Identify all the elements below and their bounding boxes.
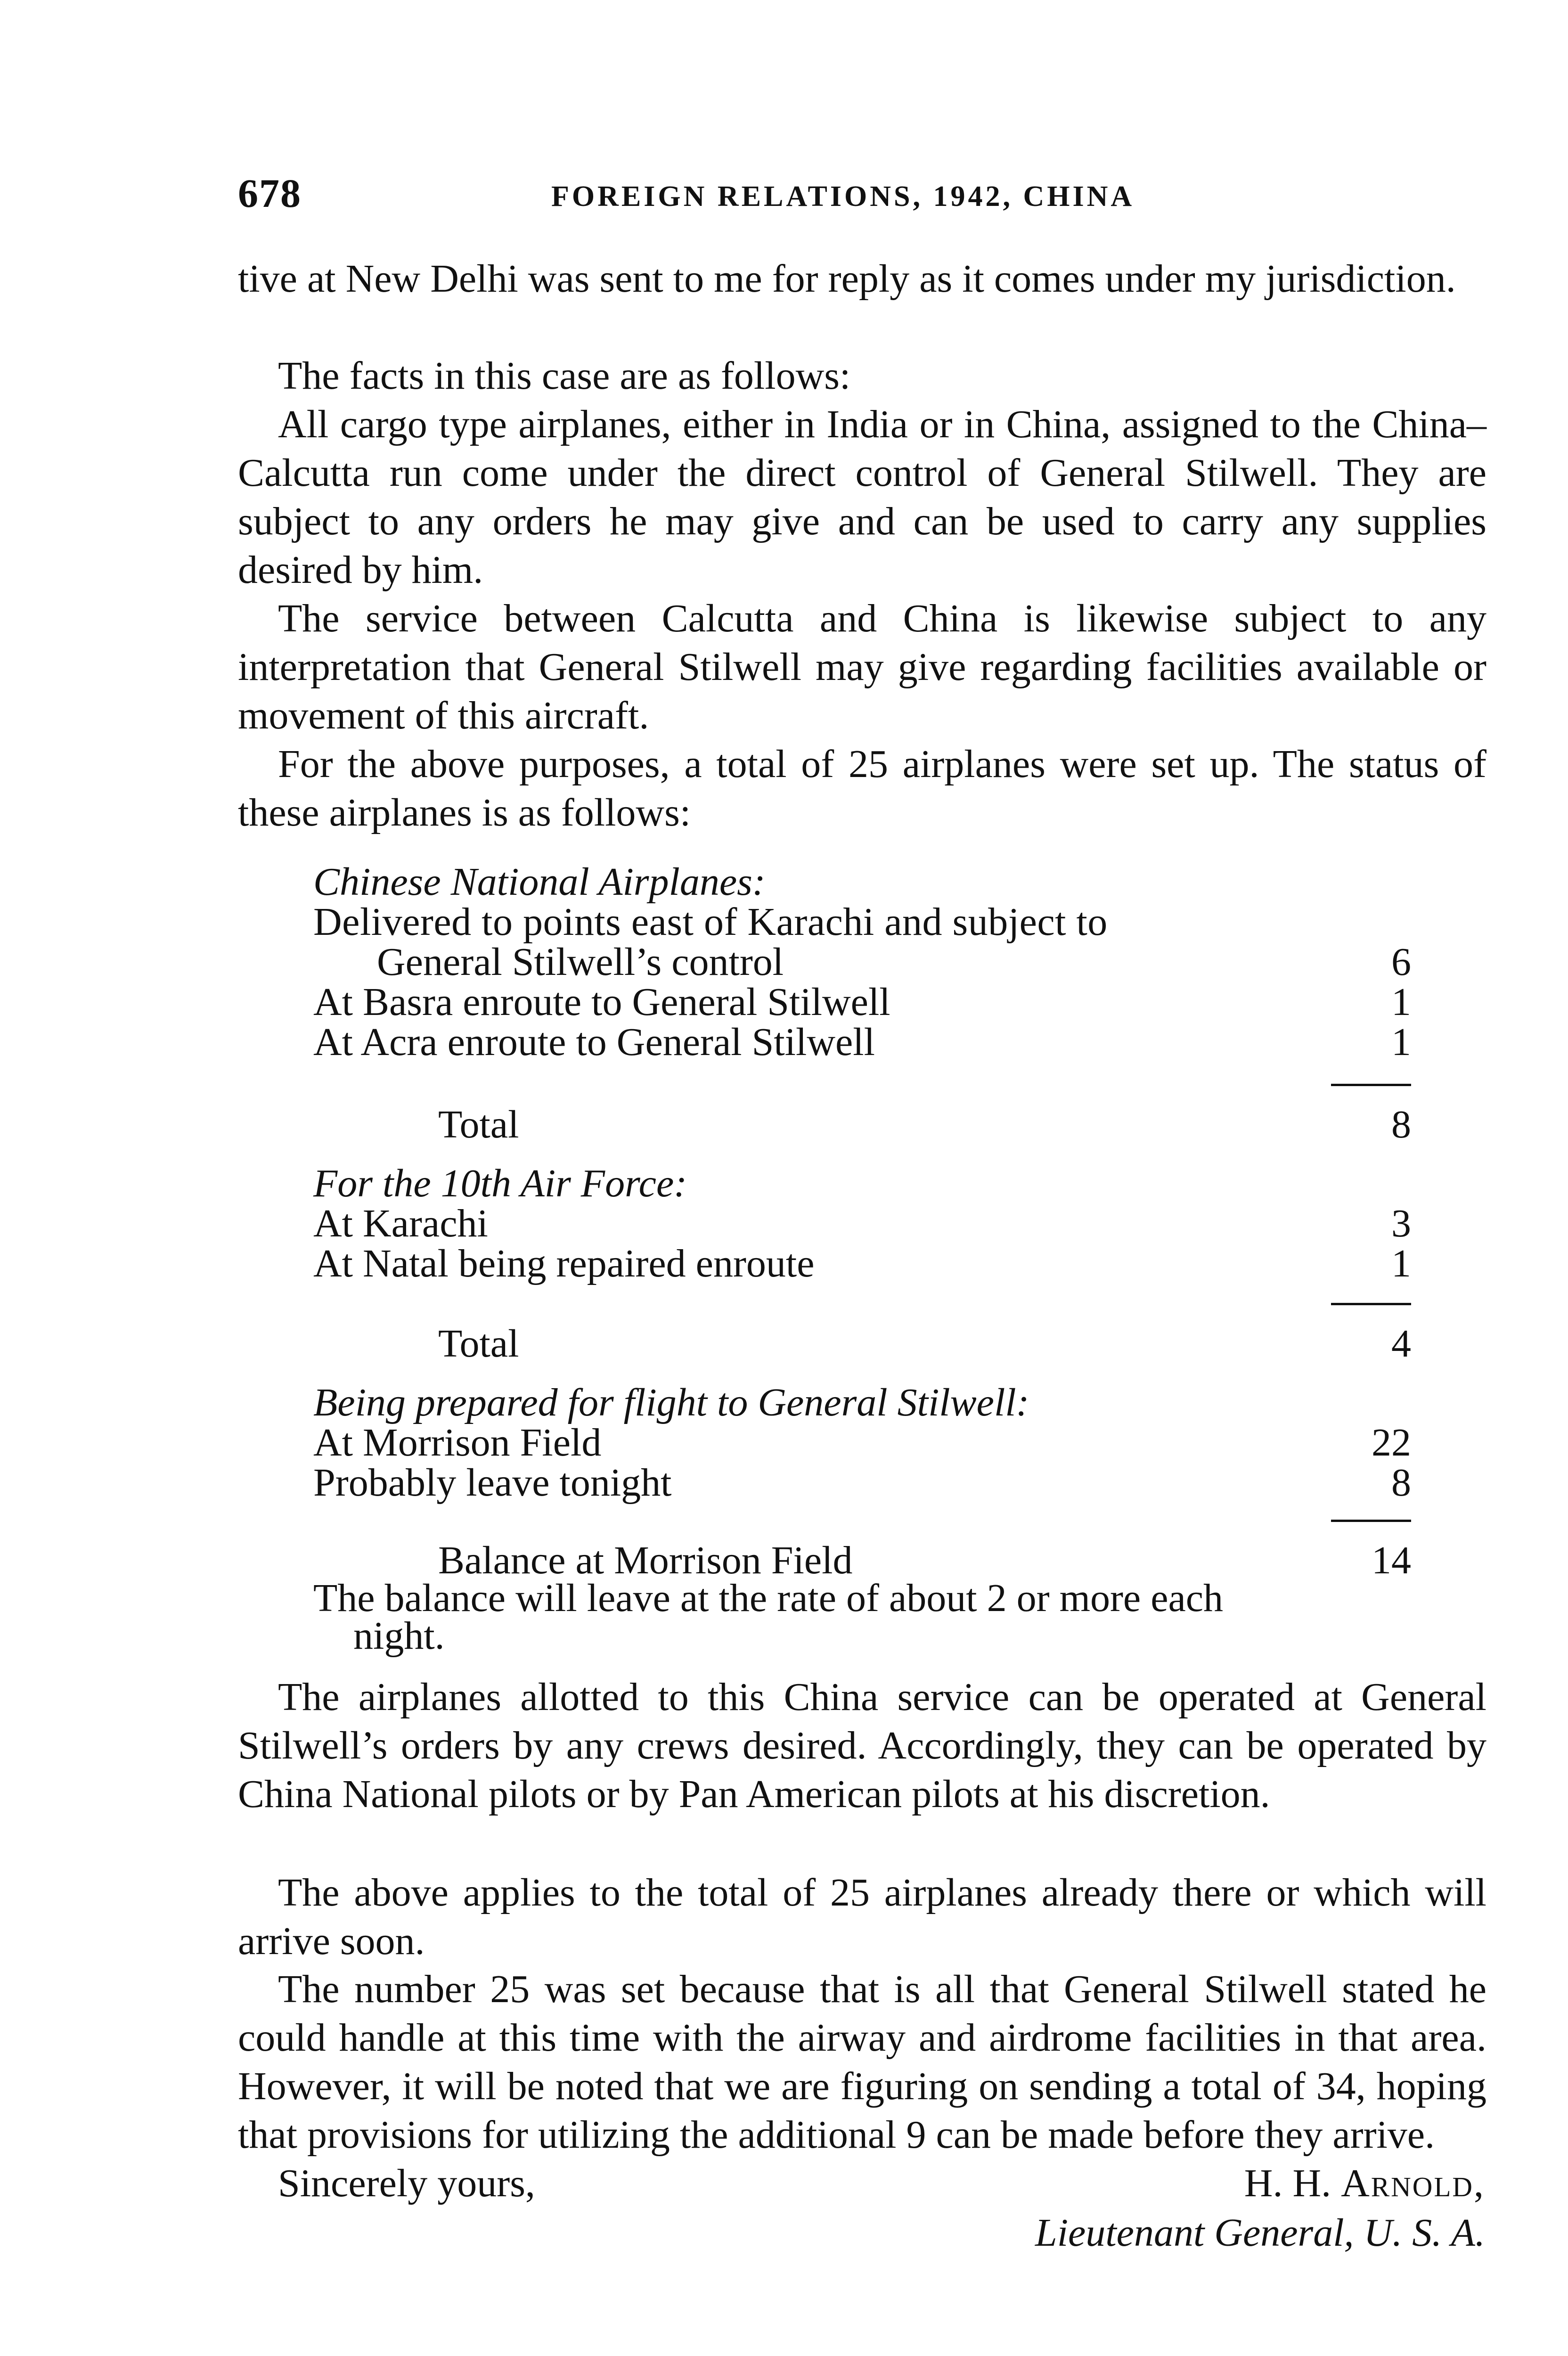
paragraph-continuation: tive at New Delhi was sent to me for reply as it comes under my jurisdiction. [238,257,1456,301]
table-row [313,1244,1411,1286]
signer-title: Lieutenant General, U. S. A. [1035,2211,1485,2255]
total-rule [1331,1520,1411,1522]
row-label: At Morrison Field [313,1421,602,1464]
row-label: At Natal being repaired enroute [313,1242,815,1285]
paragraph-cargo-control: All cargo type airplanes, either in India or in China, assigned to the China–Calcutta run come under the direct control of General Stilwell. They are subject to any orders he may give and can be used to carry any supplies desired by him. [238,402,1486,592]
row-label: At Basra enroute to General Stilwell [313,980,890,1024]
row-value: 6 [1391,940,1411,984]
group-heading-chinese-national: Chinese National Airplanes: [313,860,766,904]
row-label: Delivered to points east of Karachi and subject to [313,900,1108,944]
paragraph-service: The service between Calcutta and China is likewise subject to any interpretation that General Stilwell may give regarding facilities available or movement of this aircraft. [238,597,1486,737]
total-label: Total [438,1103,519,1146]
row-value: 3 [1391,1202,1411,1245]
balance-value: 14 [1372,1538,1411,1582]
total-label: Total [438,1322,519,1366]
running-title: FOREIGN RELATIONS, 1942, CHINA [551,180,1135,213]
row-value: 22 [1372,1421,1411,1464]
total-value: 8 [1391,1103,1411,1146]
page-number: 678 [238,171,302,216]
paragraph-number-25: The number 25 was set because that is all that General Stilwell stated he could handle at this time with the airway and airdrome facilities in that area. However, it will be noted that we are figuring on sending a total of 34, hoping that provisions for utilizing the additional 9 can be made before they arrive. [238,1967,1486,2157]
total-rule [1331,1084,1411,1086]
total-value: 4 [1391,1322,1411,1366]
table-row [313,982,1411,1025]
row-label: At Acra enroute to General Stilwell [313,1020,875,1064]
table-row [313,1463,1411,1505]
total-rule [1331,1303,1411,1305]
group-heading-10th-air-force: For the 10th Air Force: [313,1162,687,1205]
paragraph-total-airplanes: For the above purposes, a total of 25 airplanes were set up. The status of these airplanes is as follows: [238,742,1486,834]
paragraph-applies: The above applies to the total of 25 airplanes already there or which will arrive soon. [238,1871,1486,1963]
row-label: General Stilwell’s control [377,940,784,984]
row-label: At Karachi [313,1202,488,1245]
table-row [313,1204,1411,1246]
balance-note-continued: night. [353,1614,445,1658]
row-value: 8 [1391,1461,1411,1505]
table-row [313,1423,1411,1465]
row-value: 1 [1391,1242,1411,1285]
group-heading-being-prepared: Being prepared for flight to General Stilwell: [313,1381,1029,1424]
row-value: 1 [1391,1020,1411,1064]
signer-surname: Arnold, [1341,2161,1485,2205]
signer-initials: H. H. [1244,2161,1331,2205]
balance-note: The balance will leave at the rate of about 2 or more each [313,1576,1224,1620]
table-total-row [313,1324,1411,1366]
balance-label: Balance at Morrison Field [438,1538,853,1582]
row-label: Probably leave tonight [313,1461,672,1505]
row-value: 1 [1391,980,1411,1024]
table-row [313,942,1411,985]
closing-salutation: Sincerely yours, [278,2161,535,2205]
table-row [313,1020,1411,1065]
paragraph-operation: The airplanes allotted to this China service can be operated at General Stilwell’s orders by any crews desired. Accordingly, they can be operated by China National pilots or by Pan American pilots at his discretion. [238,1675,1486,1816]
paragraph-facts-intro: The facts in this case are as follows: [278,354,851,398]
table-row [313,902,1411,945]
running-header [238,170,1486,221]
signer-name [1244,2160,1485,2206]
table-total-row [313,1105,1411,1147]
